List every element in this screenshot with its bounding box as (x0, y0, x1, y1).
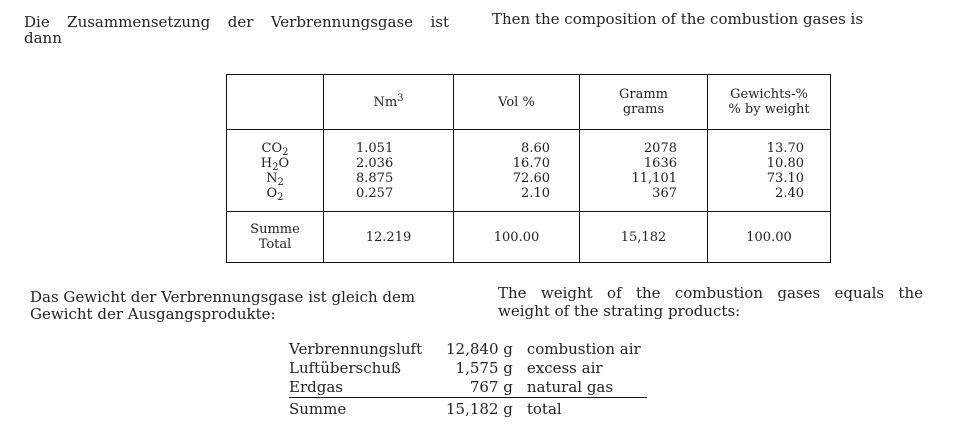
species-co2-base: CO (261, 140, 283, 156)
weight-text-english (498, 284, 923, 320)
balance-label-english: combustion air (526, 340, 641, 358)
balance-label-english: natural gas (526, 378, 614, 396)
grams-values-cell (580, 130, 708, 212)
nm3-value: 2.036 (356, 155, 394, 171)
sum-label-cell (227, 212, 324, 263)
header-weight-pct-english: % by weight (728, 102, 810, 117)
species-co2-subscript: 2 (282, 146, 289, 158)
species-co2 (227, 141, 323, 156)
balance-sum-value: 15,182 g (446, 398, 521, 420)
sum-nm3: 12.219 (324, 212, 454, 263)
weight-pct-value: 10.80 (766, 155, 804, 171)
weight-text-english-line1: The weight of the combustion gases equals the (498, 284, 923, 302)
grams-value: 367 (652, 185, 677, 201)
header-weight-pct-german: Gewichts-% (730, 87, 808, 102)
header-nm3 (324, 75, 454, 130)
header-empty-cell (227, 75, 324, 130)
header-nm3-label: Nm (373, 94, 398, 110)
balance-row (289, 359, 647, 378)
species-h2o-base: H (260, 155, 273, 171)
balance-sum-label-english: total (521, 398, 647, 420)
species-o2 (227, 186, 323, 201)
grams-value: 2078 (643, 140, 677, 156)
header-nm3-superscript: 3 (397, 92, 404, 104)
vol-values-cell (454, 130, 580, 212)
header-grams-german: Gramm (618, 87, 668, 102)
header-vol: Vol % (454, 75, 580, 130)
balance-label-german: Luftüberschuß (289, 359, 401, 377)
intro-text-german: Die Zusammensetzung der Verbrennungsgase ist dann (24, 13, 449, 47)
species-n2-base: N (266, 170, 278, 186)
header-grams (580, 75, 708, 130)
grams-value: 11,101 (631, 170, 677, 186)
species-o2-base: O (266, 185, 278, 201)
header-grams-english: grams (622, 102, 665, 117)
sum-label-english: Total (258, 237, 292, 252)
table-header-row (227, 75, 831, 130)
table-sum-row (227, 212, 831, 263)
table-data-row (227, 130, 831, 212)
species-h2o-tail: O (278, 155, 290, 171)
balance-label-german: Erdgas (289, 378, 343, 396)
vol-value: 16.70 (512, 155, 550, 171)
balance-value: 12,840 g (446, 340, 513, 358)
weight-pct-value: 2.40 (775, 185, 804, 201)
species-n2-subscript: 2 (277, 176, 284, 188)
vol-value: 72.60 (512, 170, 550, 186)
balance-value: 1,575 g (455, 359, 513, 377)
header-weight-pct (708, 75, 831, 130)
sum-weight-pct: 100.00 (708, 212, 831, 263)
intro-text-english: Then the composition of the combustion gases is (492, 10, 864, 28)
balance-row (289, 378, 647, 398)
vol-value: 8.60 (521, 140, 550, 156)
nm3-values-cell (324, 130, 454, 212)
balance-label-english: excess air (526, 359, 603, 377)
balance-sum-row (289, 398, 647, 420)
weight-pct-value: 73.10 (766, 170, 804, 186)
balance-row (289, 340, 647, 359)
weight-pct-values-cell (708, 130, 831, 212)
sum-label-german: Summe (250, 222, 300, 237)
sum-grams: 15,182 (580, 212, 708, 263)
nm3-value: 0.257 (356, 185, 394, 201)
mass-balance-table (289, 340, 647, 419)
species-cell (227, 130, 324, 212)
balance-sum-label-german: Summe (289, 398, 446, 420)
composition-table (226, 74, 831, 263)
sum-vol: 100.00 (454, 212, 580, 263)
balance-label-german: Verbrennungsluft (289, 340, 423, 358)
weight-text-english-line2: weight of the strating products: (498, 302, 741, 320)
grams-value: 1636 (643, 155, 677, 171)
weight-text-german: Das Gewicht der Verbrennungsgase ist gleich dem Gewicht der Ausgangsprodukte: (30, 288, 416, 323)
species-h2o (227, 156, 323, 171)
species-o2-subscript: 2 (277, 191, 284, 203)
vol-value: 2.10 (521, 185, 550, 201)
species-h2o-subscript: 2 (272, 161, 279, 173)
nm3-value: 1.051 (356, 140, 394, 156)
weight-pct-value: 13.70 (766, 140, 804, 156)
balance-value: 767 g (469, 378, 513, 396)
species-n2 (227, 171, 323, 186)
nm3-value: 8.875 (356, 170, 394, 186)
